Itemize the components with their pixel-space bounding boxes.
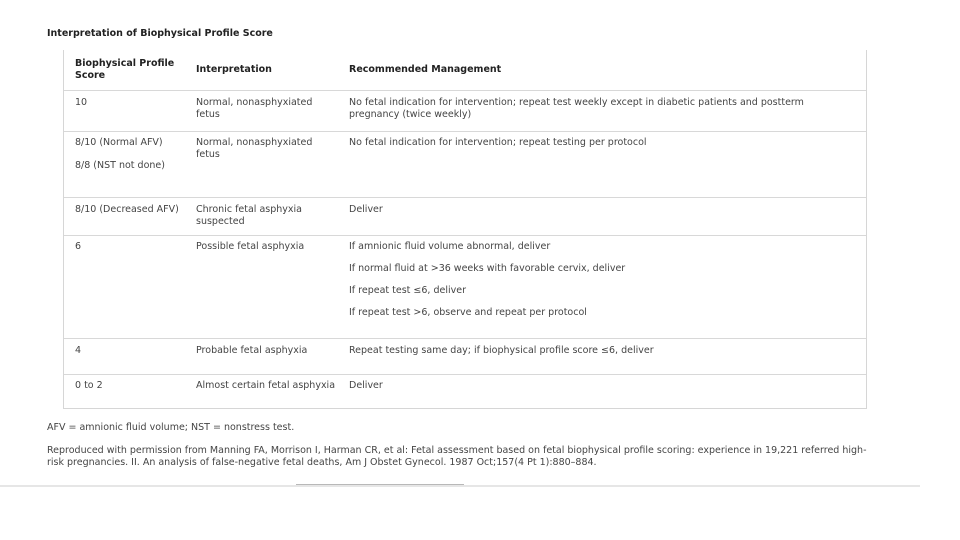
interpretation-cell: Normal, nonasphyxiated fetus [185, 91, 338, 132]
table-row [64, 339, 866, 375]
table-row [64, 236, 866, 339]
header-row [64, 50, 866, 91]
header-score: Biophysical Profile Score [64, 50, 185, 91]
score-cell: 10 [64, 91, 185, 132]
score-cell: 4 [64, 339, 185, 375]
management-cell: Deliver [338, 198, 866, 236]
interpretation-cell: Chronic fetal asphyxia suspected [185, 198, 338, 236]
score-cell: 8/10 (Normal AFV) 8/8 (NST not done) [64, 132, 185, 198]
abbreviation-footnote: AFV = amnionic fluid volume; NST = nonstress test. [47, 422, 295, 433]
interpretation-cell: Almost certain fetal asphyxia [196, 380, 336, 391]
table-row [64, 132, 866, 198]
header-interpretation: Interpretation [185, 50, 338, 91]
bpp-table [63, 50, 867, 409]
management-cell: Repeat testing same day; if biophysical profile score ≤6, deliver [338, 339, 866, 375]
source-citation: Reproduced with permission from Manning FA, Morrison I, Harman CR, et al: Fetal assessment based on fetal biophysical profile scoring: experience in 19,221 referred high-risk pregnancies. II. An analysis of false-negative fetal deaths, Am J Obstet Gynecol. 1987 Oct;157(4 Pt 1):880–884. [47, 445, 867, 468]
management-cell: Deliver [349, 380, 383, 391]
interpretation-cell: Possible fetal asphyxia [185, 236, 338, 339]
score-cell: 0 to 2 [75, 380, 103, 391]
table-row [64, 375, 866, 411]
header-management: Recommended Management [338, 50, 866, 91]
table-title: Interpretation of Biophysical Profile Score [47, 28, 273, 39]
management-cell: If amnionic fluid volume abnormal, deliver If normal fluid at >36 weeks with favorable cervix, deliver If repeat test ≤6, deliver If repeat test >6, observe and repeat per protocol [338, 236, 866, 339]
management-cell: No fetal indication for intervention; repeat testing per protocol [338, 132, 866, 198]
management-cell: No fetal indication for intervention; repeat test weekly except in diabetic patients and postterm pregnancy (twice weekly) [338, 91, 866, 132]
horizontal-scrollbar[interactable] [296, 484, 464, 488]
interpretation-cell: Probable fetal asphyxia [185, 339, 338, 375]
score-cell: 8/10 (Decreased AFV) [64, 198, 185, 236]
table-row [64, 91, 866, 132]
interpretation-cell: Normal, nonasphyxiated fetus [185, 132, 338, 198]
score-cell: 6 [64, 236, 185, 339]
table-row [64, 198, 866, 236]
